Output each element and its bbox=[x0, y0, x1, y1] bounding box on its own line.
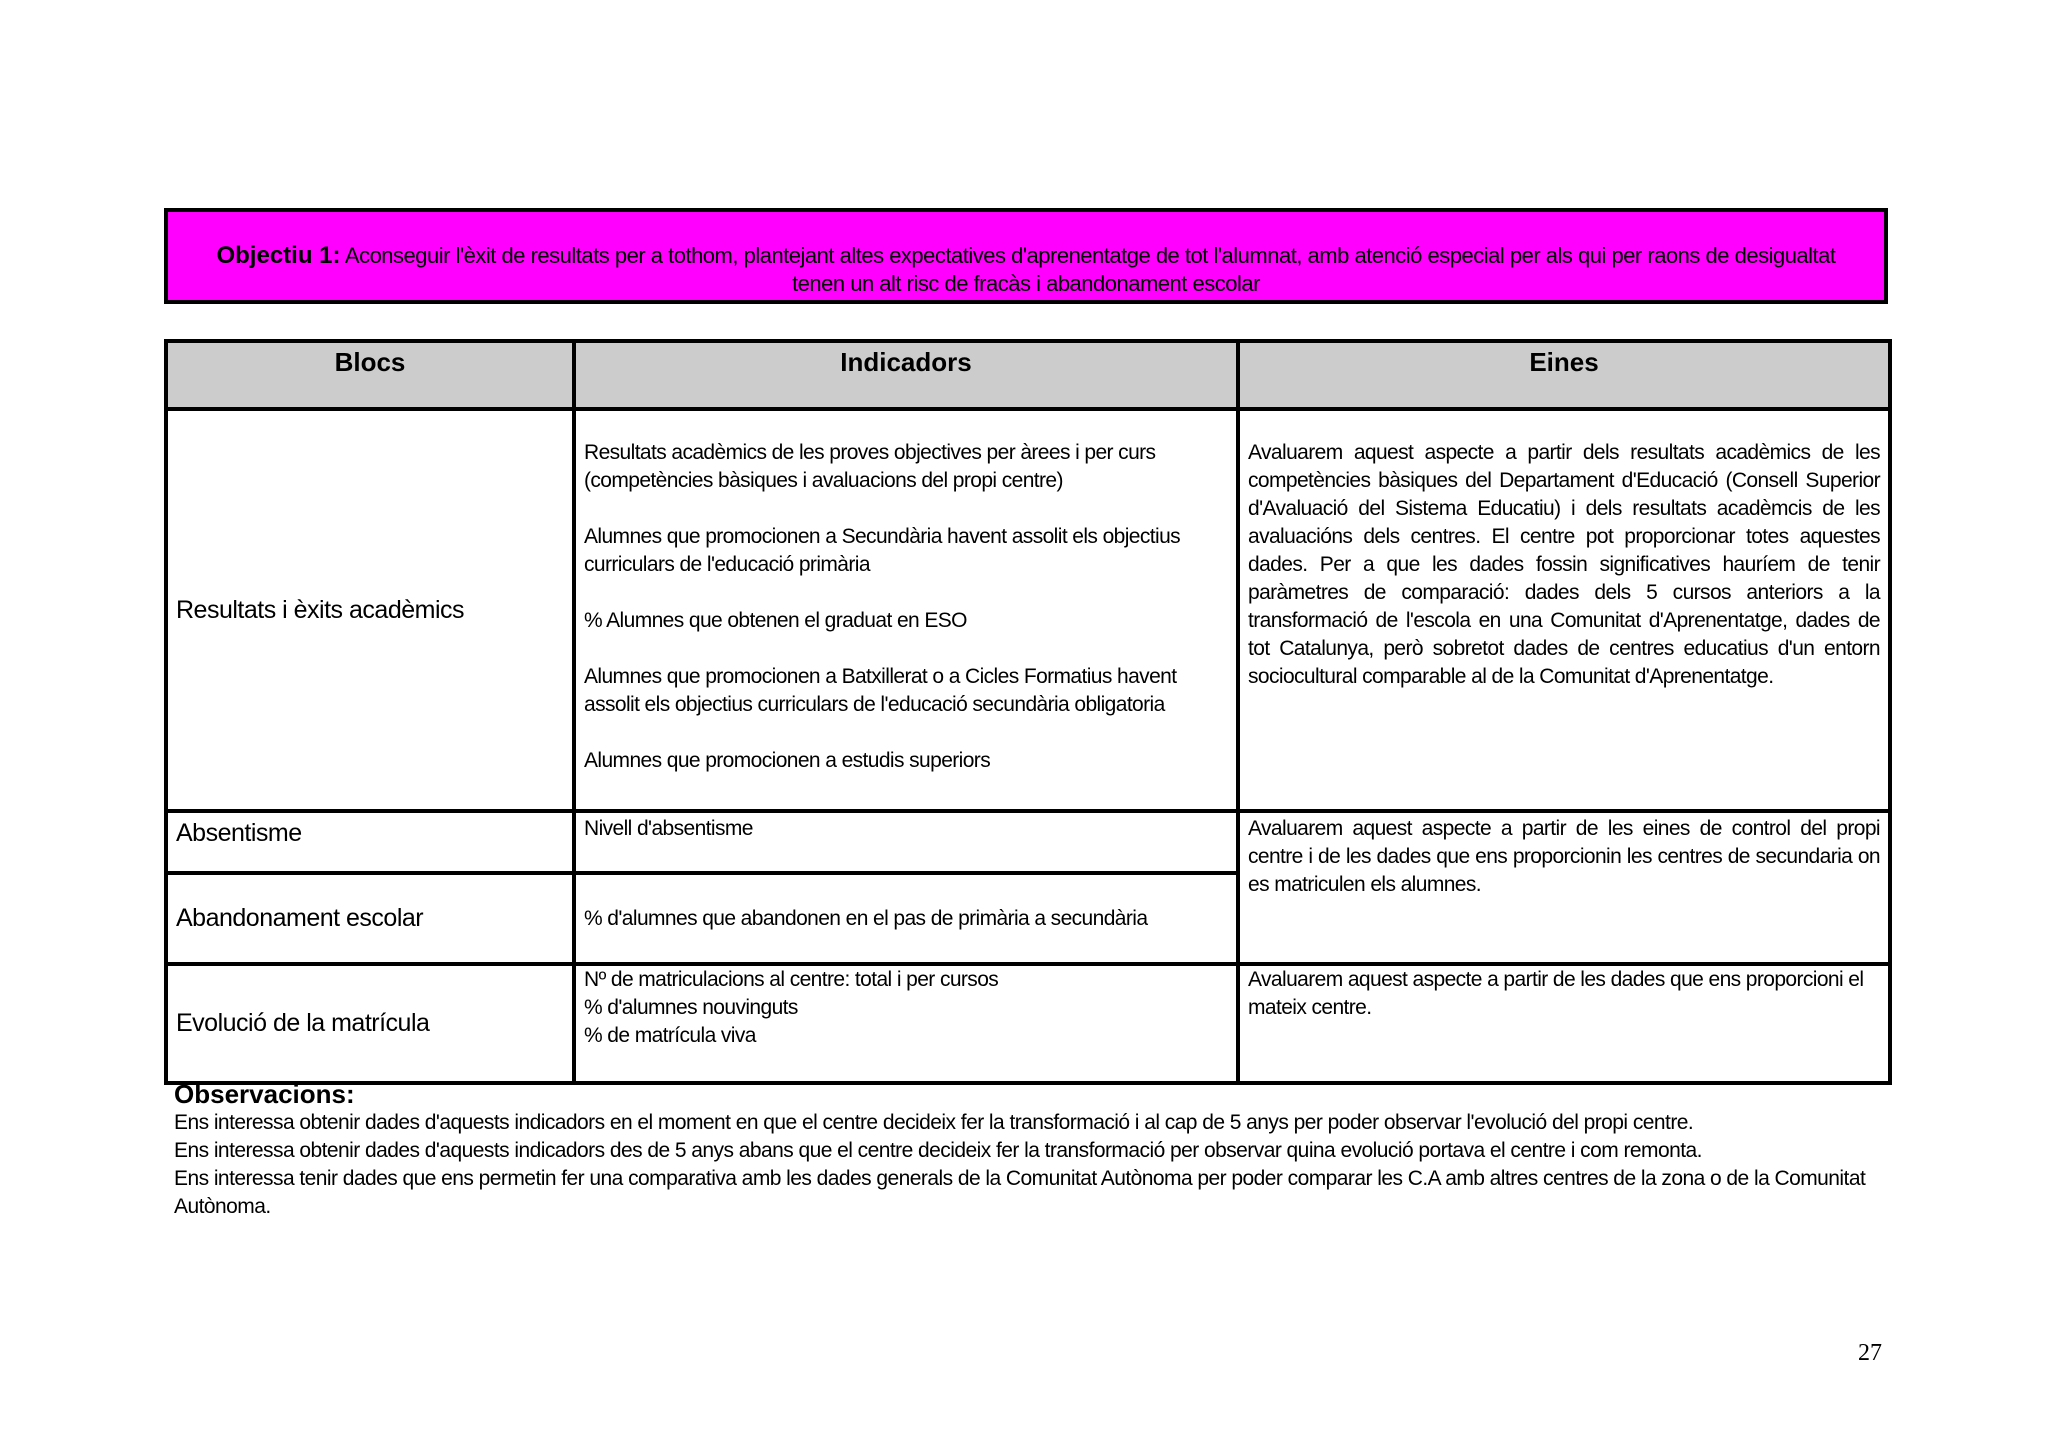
observations-section bbox=[174, 1079, 1886, 1221]
indicator-list bbox=[576, 966, 1236, 1050]
header-eines: Eines bbox=[1238, 341, 1890, 409]
objective-text bbox=[208, 242, 1844, 298]
indicator-item: Resultats acadèmics de les proves objectives per àrees i per curs (competències bàsiques i avaluacions del propi centre) bbox=[584, 441, 1156, 492]
indicators-table bbox=[164, 339, 1892, 1085]
eines-text: Avaluarem aquest aspecte a partir dels resultats acadèmics de les competències bàsiques del Departament d'Educació (Consell Superior d'Avaluació del Sistema Educatiu) i dels resultats acadèmcis de les avaluacións dels centres. El centre pot proporcionar totes aquestes dades. Per a que les dades fossin significatives hauríem de tenir paràmetres de comparació: dades dels 5 cursos anteriors a la transformació de l'escola en una Comunitat d'Aprenentatge, dades de tot Catalunya, però sobretot dades de centres educatius d'un entorn sociocultural comparable al de la Comunitat d'Aprenentatge. bbox=[1248, 441, 1880, 688]
eines-text: Avaluarem aquest aspecte a partir de les eines de control del propi centre i de les dades que ens proporcionin les centres de secundaria on es matriculen els alumnes. bbox=[1248, 817, 1880, 896]
eines-text: Avaluarem aquest aspecte a partir de les dades que ens proporcioni el mateix centre. bbox=[1248, 968, 1864, 1019]
indicator-item: Nº de matriculacions al centre: total i per cursos bbox=[584, 968, 999, 991]
bloc-cell bbox=[166, 811, 574, 873]
indicator-item: Nivell d'absentisme bbox=[584, 817, 753, 840]
indicators-cell bbox=[574, 409, 1238, 811]
table-row bbox=[166, 811, 1890, 873]
indicator-item: % Alumnes que obtenen el graduat en ESO bbox=[584, 609, 967, 632]
indicator-item: % d'alumnes que abandonen en el pas de primària a secundària bbox=[584, 906, 1148, 930]
eines-cell bbox=[1238, 811, 1890, 964]
bloc-label: Abandonament escolar bbox=[176, 904, 424, 932]
observations-title: Observacions: bbox=[174, 1079, 355, 1109]
bloc-label: Evolució de la matrícula bbox=[176, 1009, 430, 1037]
objective-label: Objectiu 1: bbox=[216, 242, 341, 269]
table-header-row bbox=[166, 341, 1890, 409]
table-row bbox=[166, 964, 1890, 1083]
bloc-cell bbox=[166, 409, 574, 811]
objective-description: Aconseguir l'èxit de resultats per a tothom, plantejant altes expectatives d'aprenentatge de tot l'alumnat, amb atenció especial per als qui per raons de desigualtat tenen un alt risc de fracàs i abandonament escolar bbox=[340, 243, 1836, 296]
observation-line: Ens interessa obtenir dades d'aquests indicadors des de 5 anys abans que el centre decideix fer la transformació per observar quina evolució portava el centre i com remonta. bbox=[174, 1139, 1702, 1162]
observation-line: Ens interessa obtenir dades d'aquests indicadors en el moment en que el centre decideix fer la transformació i al cap de 5 anys per poder observar l'evolució del propi centre. bbox=[174, 1111, 1694, 1134]
indicators-cell bbox=[574, 964, 1238, 1083]
header-indicadors: Indicadors bbox=[574, 341, 1238, 409]
header-blocs: Blocs bbox=[166, 341, 574, 409]
bloc-cell bbox=[166, 964, 574, 1083]
indicator-item: Alumnes que promocionen a estudis superiors bbox=[584, 749, 991, 772]
indicators-cell bbox=[574, 811, 1238, 873]
bloc-cell bbox=[166, 873, 574, 964]
indicator-item: Alumnes que promocionen a Batxillerat o a Cicles Formatius havent assolit els objectius curriculars de l'educació secundària obligatoria bbox=[584, 665, 1177, 716]
indicator-list bbox=[576, 411, 1236, 775]
bloc-label: Resultats i èxits acadèmics bbox=[176, 595, 465, 624]
page-number: 27 bbox=[1858, 1340, 1882, 1366]
eines-cell bbox=[1238, 964, 1890, 1083]
indicator-item: % de matrícula viva bbox=[584, 1024, 756, 1047]
objective-banner bbox=[164, 208, 1888, 304]
table-row bbox=[166, 409, 1890, 811]
indicator-item: Alumnes que promocionen a Secundària havent assolit els objectius curriculars de l'educació primària bbox=[584, 525, 1181, 576]
indicator-item: % d'alumnes nouvinguts bbox=[584, 996, 798, 1019]
observation-line: Ens interessa tenir dades que ens permetin fer una comparativa amb les dades generals de la Comunitat Autònoma per poder comparar les C.A amb altres centres de la zona o de la Comunitat Autònoma. bbox=[174, 1167, 1866, 1218]
bloc-label: Absentisme bbox=[176, 819, 302, 847]
eines-cell bbox=[1238, 409, 1890, 811]
indicators-cell bbox=[574, 873, 1238, 964]
